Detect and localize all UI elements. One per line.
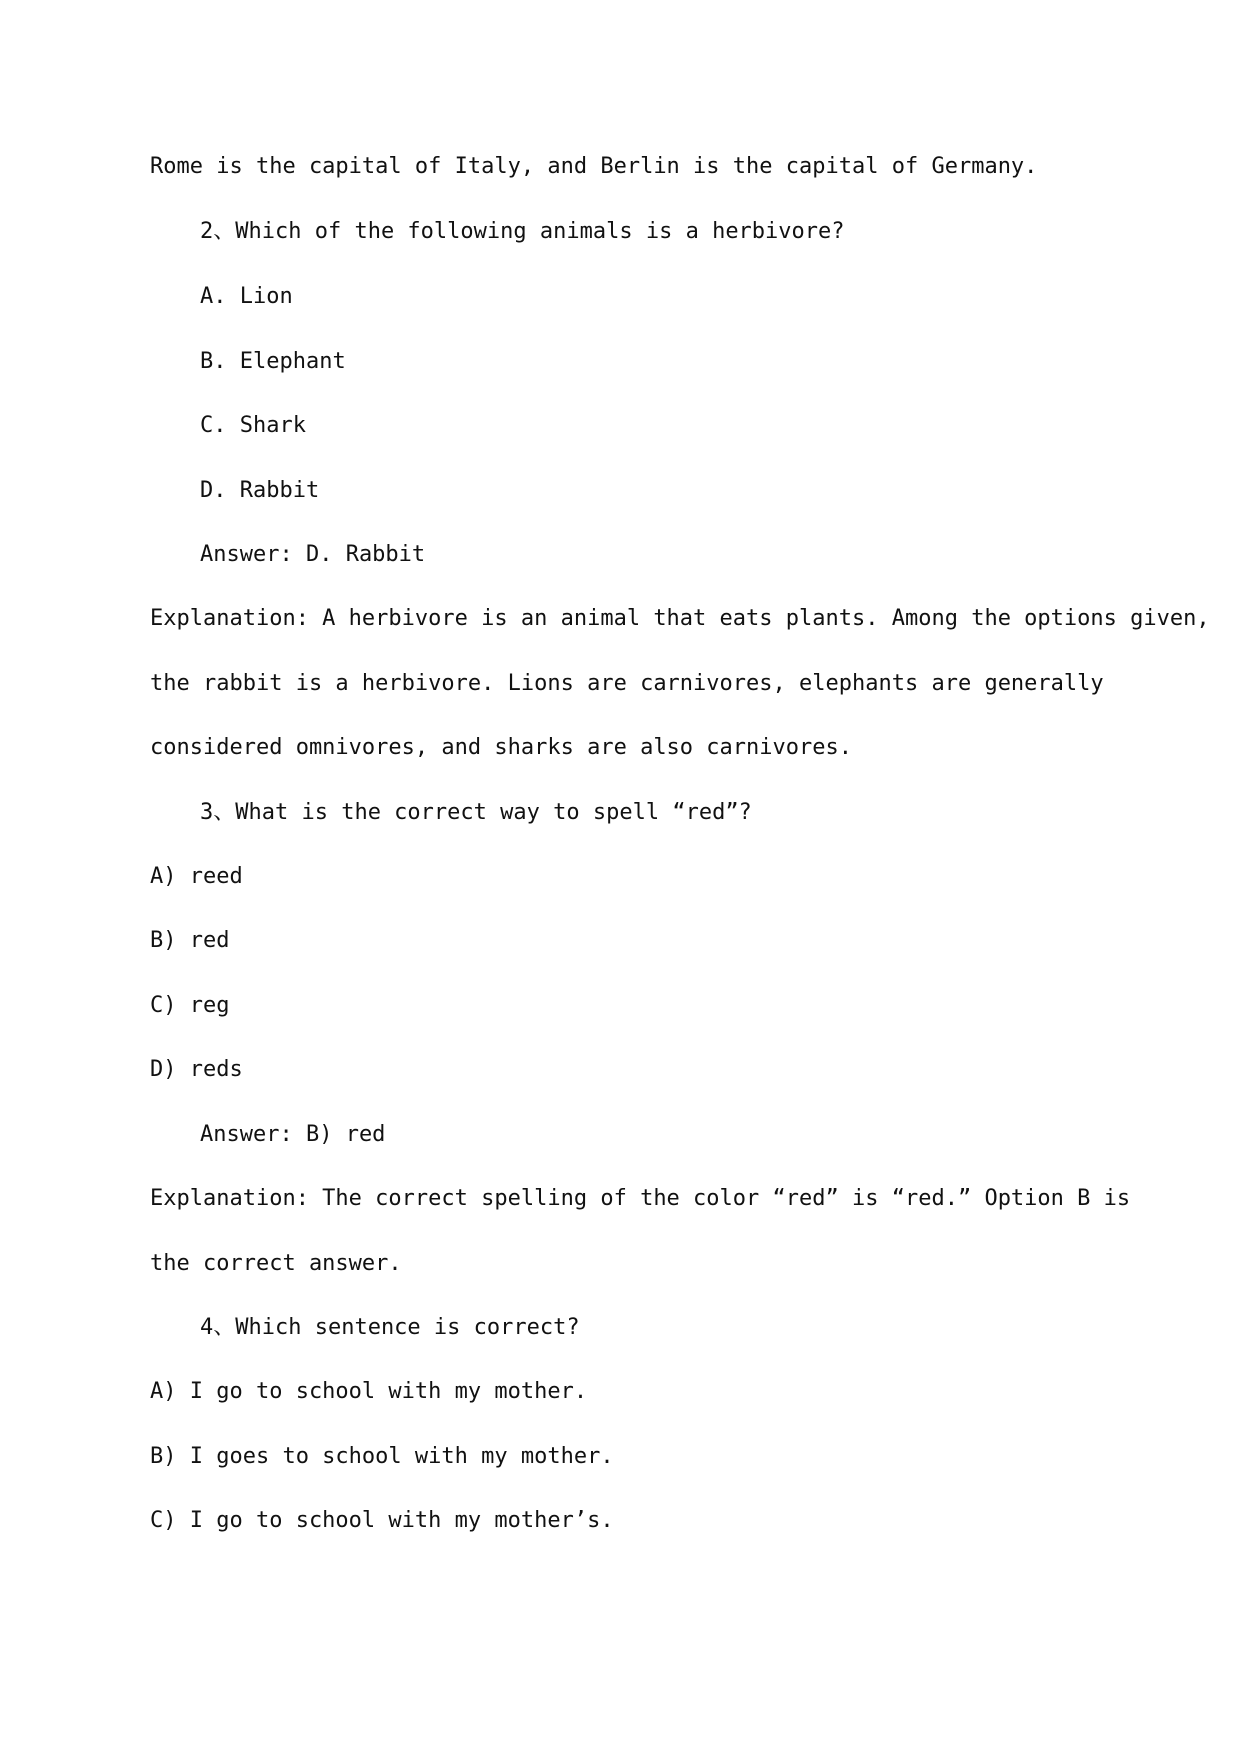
q2-option-d: D. Rabbit <box>200 478 320 503</box>
question-2: 2、Which of the following animals is a herbivore? <box>200 219 845 244</box>
q3-answer: Answer: B) red <box>200 1122 386 1147</box>
q3-option-c: C) reg <box>150 993 230 1018</box>
q4-option-b: B) I goes to school with my mother. <box>150 1444 614 1469</box>
q2-explanation-line-2: the rabbit is a herbivore. Lions are carnivores, elephants are generally <box>150 671 1104 696</box>
question-4: 4、Which sentence is correct? <box>200 1315 580 1340</box>
q4-option-a: A) I go to school with my mother. <box>150 1379 588 1404</box>
q2-option-a: A. Lion <box>200 284 293 309</box>
q2-answer: Answer: D. Rabbit <box>200 542 426 567</box>
q2-explanation-line-1: Explanation: A herbivore is an animal that eats plants. Among the options given, <box>150 606 1210 631</box>
q3-explanation-line-1: Explanation: The correct spelling of the color “red” is “red.” Option B is <box>150 1186 1131 1211</box>
q4-option-c: C) I go to school with my mother’s. <box>150 1508 614 1533</box>
q3-option-b: B) red <box>150 928 230 953</box>
intro-text: Rome is the capital of Italy, and Berlin is the capital of Germany. <box>150 154 1038 179</box>
q3-option-a: A) reed <box>150 864 243 889</box>
question-3: 3、What is the correct way to spell “red”? <box>200 800 752 825</box>
q3-explanation-line-2: the correct answer. <box>150 1251 402 1276</box>
q2-option-b: B. Elephant <box>200 349 346 374</box>
q3-option-d: D) reds <box>150 1057 243 1082</box>
q2-explanation-line-3: considered omnivores, and sharks are also carnivores. <box>150 735 852 760</box>
q2-option-c: C. Shark <box>200 413 306 438</box>
